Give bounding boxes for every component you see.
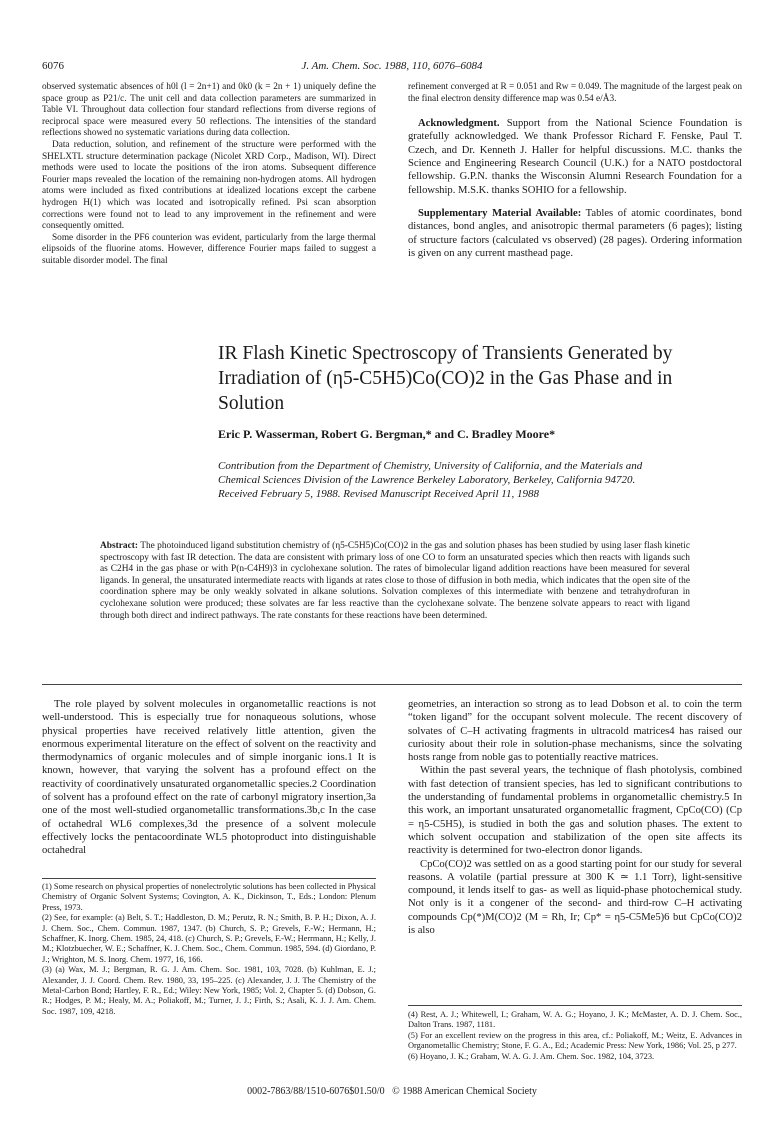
footnote-divider: [42, 878, 376, 879]
affiliation-line: Chemical Sciences Division of the Lawrence Berkeley Laboratory, Berkeley, California 94720.: [218, 474, 636, 486]
abstract-text: The photoinduced ligand substitution chemistry of (η5-C5H5)Co(CO)2 in the gas and solution phases has been studied by using laser flash kinetic spectroscopy with fast IR detection. The data are consistent with primary loss of one CO to form an unsaturated species which then reacts with ligands such as C2H4 in the gas phase or with P(n-C4H9)3 in cyclohexane solution. The rates of bimolecular ligand addition reactions have been measured for several ligands. In general, the unsaturated intermediate reacts with ligands at rates close to those of diffusion in both media, which indicates that the open site of the coordination sphere may be only weakly solvated in alkane solutions. Solvation complexes of this intermediate with benzene and tetrahydrofuran in cyclohexane solution were produced; these solvates are far less reactive than the cyclohexane solvate. The benzene solvate appears to react with ligand through both direct and indirect pathways. The rate constants for these reactions have been determined.: [100, 541, 690, 621]
paragraph: observed systematic absences of h0l (l = 2n+1) and 0k0 (k = 2n + 1) uniquely define the space group as P21/c. The unit cell and data collection parameters are summarized in Table VI. Throughout data collection four standard reflections from diverse regions of reciprocal space were measured every 50 reflections. The intensities of the standard reflections showed no systematic variations during data collection.: [42, 82, 376, 139]
paragraph: Within the past several years, the technique of flash photolysis, combined with fast detection of transient species, has led to significant contributions to the understanding of fundamental problems in organometallic chemistry.5 In this work, an important unsaturated organometallic fragment, CpCo(CO) (Cp = η5-C5H5), is studied in both the gas and solution phases. The extent to which solvent occupation and stabilization of the open site affects its reactivity is determined for two-electron donor ligands.: [408, 765, 742, 857]
footnote: (5) For an excellent review on the progress in this area, cf.: Poliakoff, M.; Weitz, E. Advances in Organometallic Chemistry; Stone, F. G. A., Ed.; Academic Press: New York, 1986; Vol. 25, p 277.: [408, 1030, 742, 1051]
section-divider: [42, 684, 742, 685]
supplementary-paragraph: [408, 207, 742, 260]
abstract: [100, 541, 690, 622]
article-title: [218, 341, 758, 416]
running-header: J. Am. Chem. Soc. 1988, 110, 6076–6084: [301, 60, 483, 72]
acknowledgment-paragraph: [408, 117, 742, 197]
supplementary-text: Tables of atomic coordinates, bond distances, bond angles, and anisotropic thermal parameters (6 pages); listing of structure factors (calculated vs observed) (28 pages). Ordering information is given on any current masthead page.: [408, 207, 742, 259]
footer-copyright: © 1988 American Chemical Society: [392, 1086, 537, 1097]
footer-code: 0002-7863/88/1510-6076$01.50/0: [247, 1086, 385, 1097]
paragraph: CpCo(CO)2 was settled on as a good starting point for our study for several reasons. A volatile (partial pressure at 300 K ≃ 1.1 Torr), light-sensitive compound, it lends itself to gas- as well as liquid-phase photochemical study. Not only is it a congener of the second- and third-row C–H activating compounds Cp(*)M(CO)2 (M = Rh, Ir; Cp* = η5-C5Me5)6 but CpCo(CO)2 is also: [408, 858, 742, 937]
paragraph: geometries, an interaction so strong as to lead Dobson et al. to coin the term “token ligand” for the occupant solvent molecule. The recent discovery of solvates of C–H activating fragments in ultracold matrices4 has raised our curiosity about their role in solution-phase mechanisms, since the solvating hosts range from noble gas to potentially reactive matrices.: [408, 699, 742, 764]
footnote: (1) Some research on physical properties of nonelectrolytic solutions has been collected in Physical Chemistry of Organic Solvent Systems; Covington, A. K., Dickinson, T., Eds.; London: Plenum Press, 1973.: [42, 882, 376, 912]
footnote: (6) Hoyano, J. K.; Graham, W. A. G. J. Am. Chem. Soc. 1982, 104, 3723.: [408, 1051, 655, 1061]
body-left-column: [42, 698, 376, 858]
title-line: Solution: [218, 393, 285, 414]
acknowledgment-heading: Acknowledgment.: [418, 118, 500, 130]
supplementary-heading: Supplementary Material Available:: [418, 207, 582, 219]
acknowledgment-text: Support from the National Science Foundation is gratefully acknowledged. We thank Professor Richard F. Fenske, Paul T. Czech, and Dr. Kenneth J. Haller for helpful discussions. M.C. thanks the Science and Engineering Research Council (U.K.) for a NATO postdoctoral fellowship. G.P.N. thanks the Wisconsin Alumni Research Foundation for a fellowship. M.S.K. thanks SOHIO for a fellowship.: [408, 118, 742, 196]
prev-article-right-column: [408, 82, 742, 260]
paragraph: Data reduction, solution, and refinement of the structure were performed with the SHELXTL structure determination package (Nicolet XRD Corp., Madison, WI). Direct methods were used to locate the positions of the iron atoms. Subsequent difference Fourier maps revealed the location of the remaining non-hydrogen atoms. All hydrogen atoms were included as fixed contributions at idealized locations except the carbene hydrogen H(1) which was located and isotropically refined. Psi scan absorption corrections were found not to lead to any improvement in the refinement and were consequently omitted.: [42, 139, 376, 232]
title-line: IR Flash Kinetic Spectroscopy of Transients Generated by: [218, 343, 673, 364]
abstract-heading: Abstract:: [100, 541, 139, 551]
body-right-column: [408, 698, 742, 937]
footnote: (3) (a) Wax, M. J.; Bergman, R. G. J. Am. Chem. Soc. 1981, 103, 7028. (b) Kuhlman, E. J.; Alexander, J. J. Coord. Chem. Rev. 1980, 33, 195–225. (c) Alexander, J. J. The Chemistry of the Metal-Carbon Bond; Hartley, F. R., Ed.; Wiley: New York, 1985; Vol. 2, Chapter 5. (d) Dobson, G. R.; Hodges, P. M.; Healy, M. A.; Poliakoff, M.; Turner, J. J.; Firth, S.; Asali, K. J. J. Am. Chem. Soc. 1987, 109, 4218.: [42, 965, 376, 1016]
affiliation: [218, 459, 758, 501]
footnote: (4) Rest, A. J.; Whitewell, I.; Graham, W. A. G.; Hoyano, J. K.; McMaster, A. D. J. Chem. Soc., Dalton Trans. 1987, 1181.: [408, 1010, 742, 1030]
paragraph: refinement converged at R = 0.051 and Rw = 0.049. The magnitude of the largest peak on the final electron density difference map was 0.54 e/Å3.: [408, 82, 742, 104]
footnotes-right: [408, 1010, 742, 1062]
title-line: Irradiation of (η5-C5H5)Co(CO)2 in the Gas Phase and in: [218, 368, 673, 389]
page-number: 6076: [42, 60, 64, 72]
paragraph: The role played by solvent molecules in organometallic reactions is not well-understood. This is especially true for nonaqueous solutions, whose physical properties have received relatively little attention, given the enormous experimental literature on the effect of solvent on the reactivity and thermodynamics of organic molecules and of simple inorganic ions.1 It is known, however, that varying the solvent has a profound effect on the reactivity of coordinatively unsaturated organometallic species.2 Coordination of solvent has a profound effect on the rate of carbonyl migratory insertion,3a one of the most well-studied organometallic transformations.3b,c In the case of octahedral WL6 complexes,3d the presence of a solvent molecule effectively locks the pentacoordinate WL5 photoproduct into distinguishable octahedral: [42, 699, 376, 857]
affiliation-line: Received February 5, 1988. Revised Manuscript Received April 11, 1988: [218, 488, 539, 500]
footnote-divider: [408, 1005, 742, 1006]
prev-article-left-column: [42, 82, 376, 268]
paragraph: Some disorder in the PF6 counterion was evident, particularly from the large thermal elipsoids of the fluorine atoms. However, difference Fourier maps failed to suggest a suitable disorder model. The final: [42, 232, 376, 266]
footnote: (2) See, for example: (a) Belt, S. T.; Haddleston, D. M.; Perutz, R. N.; Smith, B. P. H.; Dixon, A. J. J. Chem. Soc., Chem. Commun. 1987, 1347. (b) Church, S. P.; Grevels, F.-W.; Hermann, H.; Schaffner, K. Inorg. Chem. 1985, 24, 418. (c) Church, S. P.; Grevels, F.-W.; Herrmann, H.; Kelly, J. M.; Klotzbuecher, W. E.; Schaffner, K. J. Chem. Soc., Chem. Commun. 1985, 594. (d) Giordano, P. J.; Wrighton, M. S. Inorg. Chem. 1977, 16, 166.: [42, 913, 376, 964]
footnotes-left: [42, 882, 376, 1017]
page-footer: [0, 1086, 784, 1097]
affiliation-line: Contribution from the Department of Chemistry, University of California, and the Materials and: [218, 460, 643, 472]
authors: Eric P. Wasserman, Robert G. Bergman,* and C. Bradley Moore*: [218, 427, 556, 441]
